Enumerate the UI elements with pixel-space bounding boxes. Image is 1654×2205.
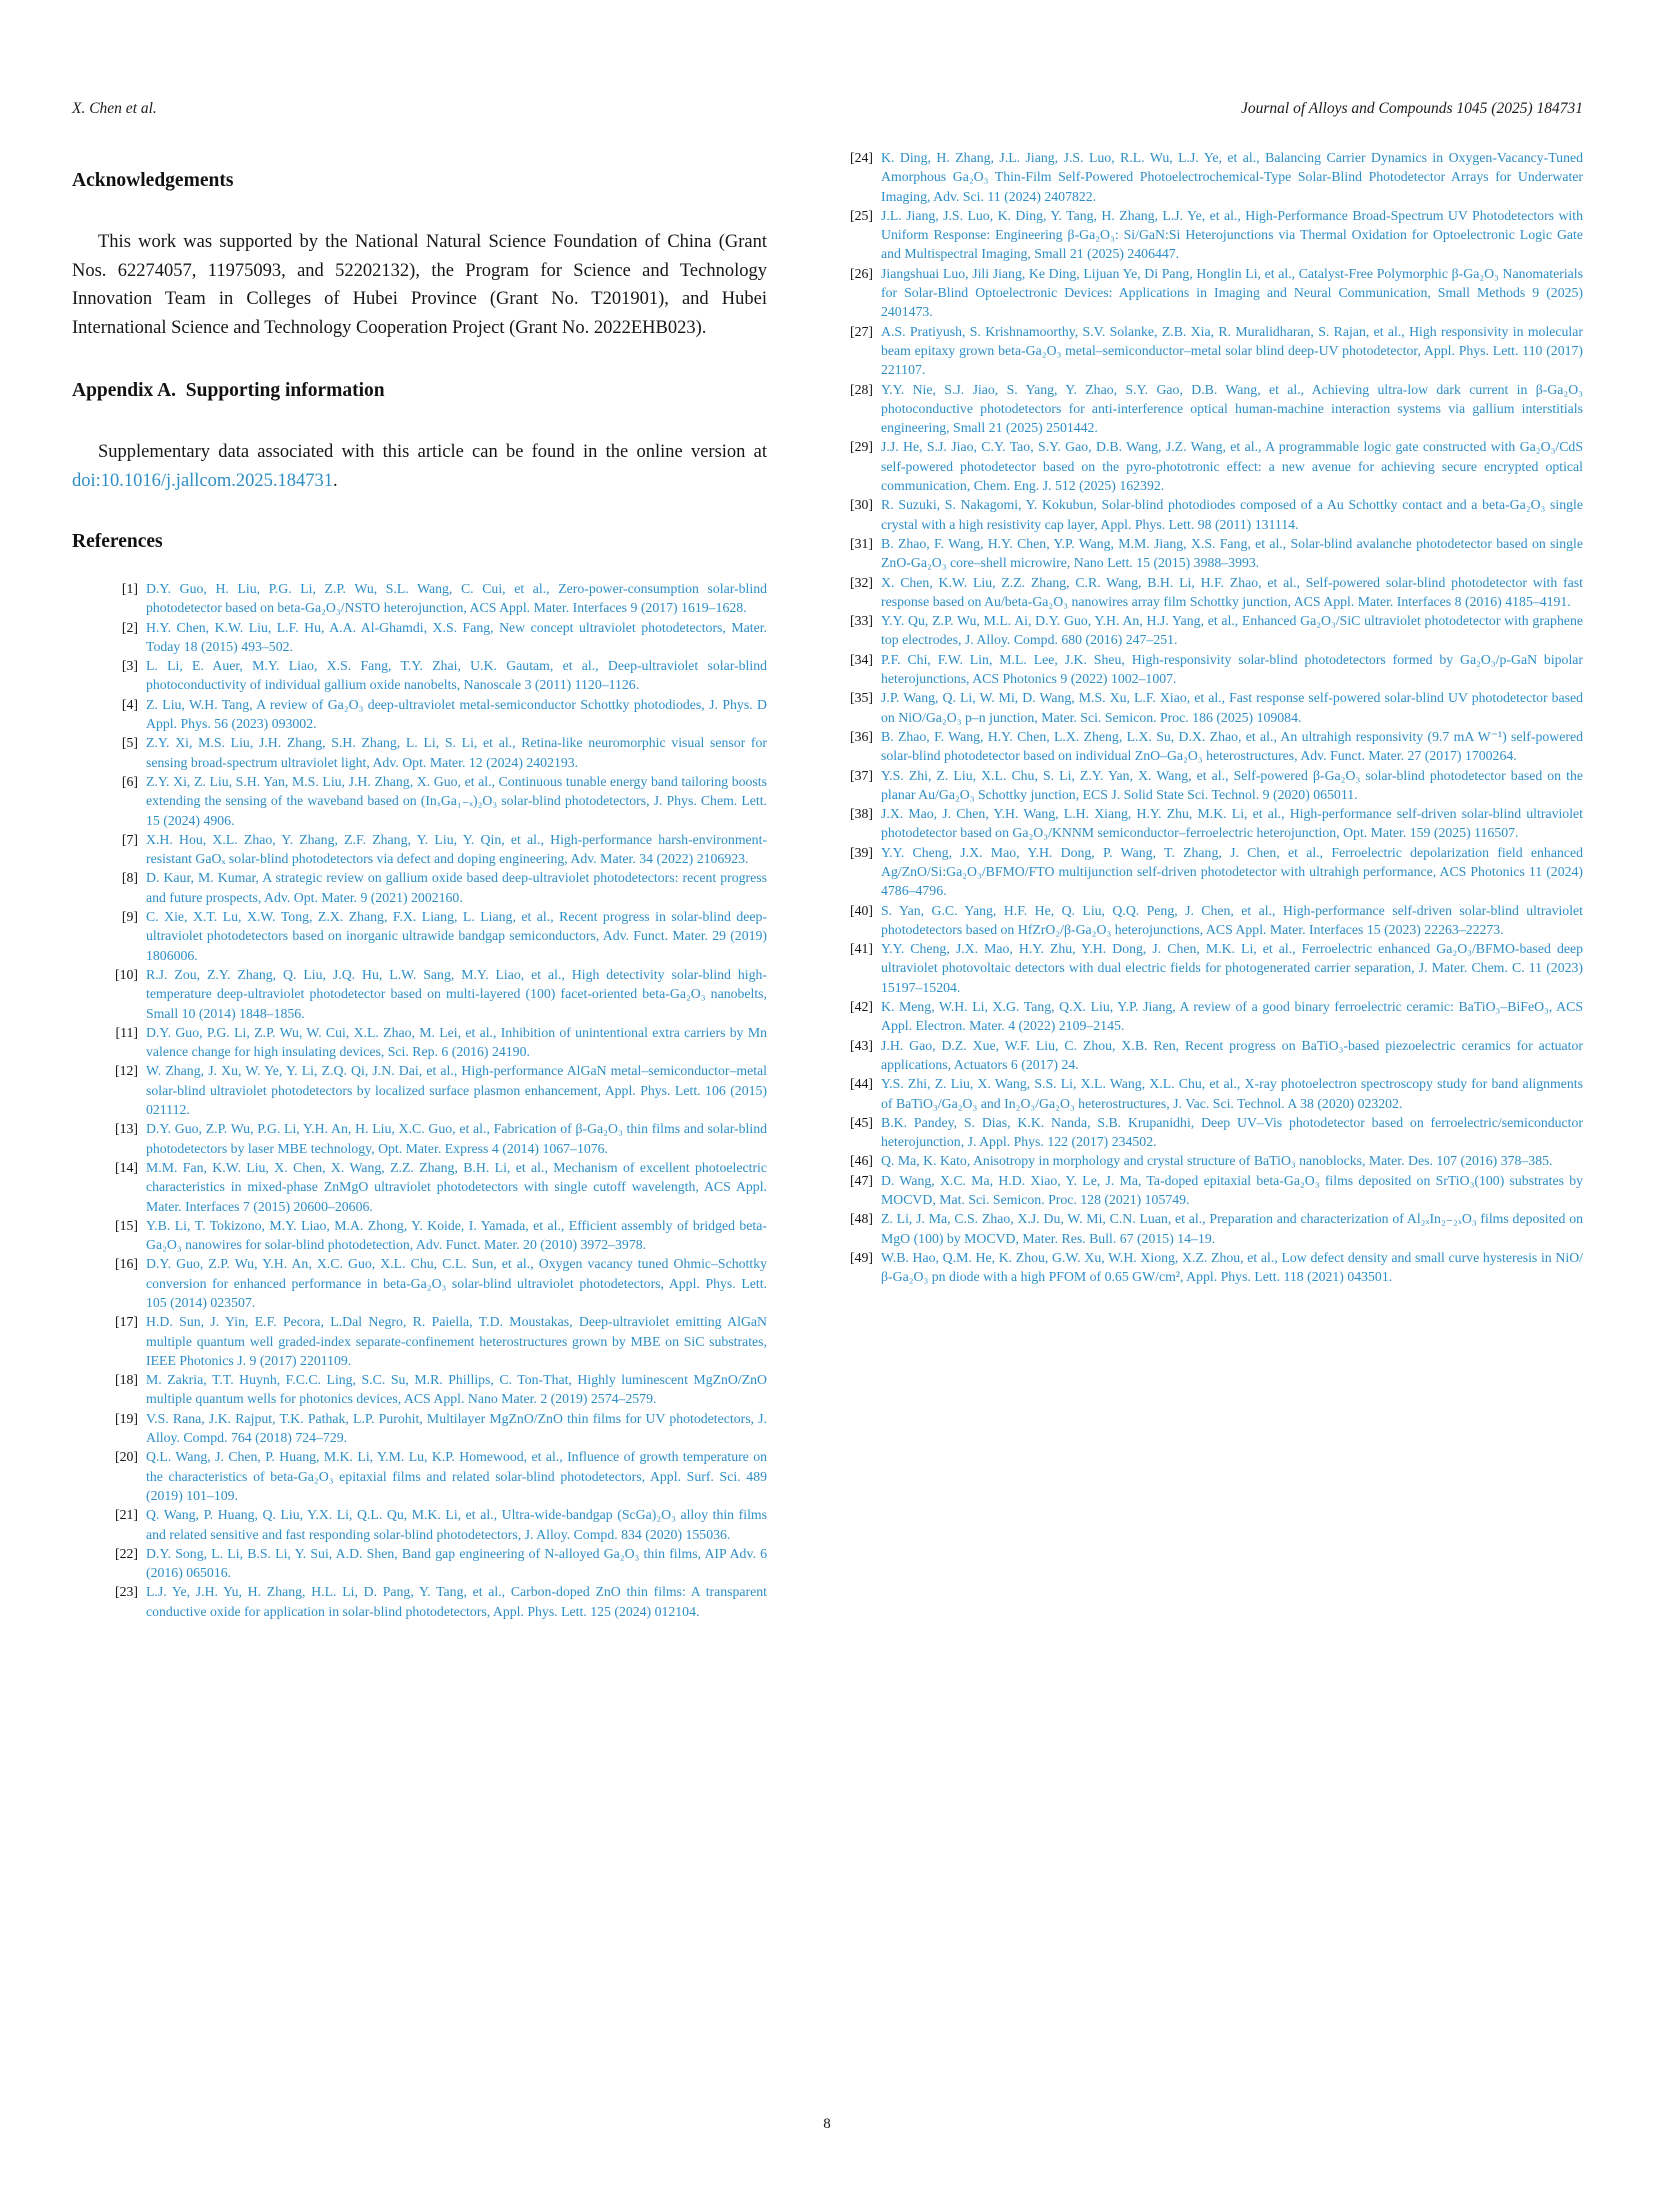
- reference-item: [104, 1254, 767, 1312]
- reference-item: [839, 901, 1583, 940]
- reference-number: [23]: [115, 1584, 138, 1600]
- reference-item: [839, 1074, 1583, 1113]
- reference-text-link[interactable]: W.B. Hao, Q.M. He, K. Zhou, G.W. Xu, W.H. Xiong, X.Z. Zhou, et al., Low defect density and small curve hysteresis in NiO/β-Ga₂O₃ pn diode with a high PFOM of 0.65 GW/cm², Appl. Phys. Lett. 118 (2021) 043501.: [881, 1249, 1583, 1285]
- reference-text-link[interactable]: X.H. Hou, X.L. Zhao, Y. Zhang, Z.F. Zhang, Y. Liu, Y. Qin, et al., High-performance harsh-environment-resistant GaOₓ solar-blind photodetectors via defect and doping engineering, Adv. Mater. 34 (2022) 2106923.: [146, 831, 767, 867]
- header-authors: X. Chen et al.: [72, 100, 157, 117]
- reference-item: [104, 1023, 767, 1062]
- reference-text-link[interactable]: W. Zhang, J. Xu, W. Ye, Y. Li, Z.Q. Qi, J.N. Dai, et al., High-performance AlGaN metal–semiconductor–metal solar-blind ultraviolet photodetectors by localized surface plasmon enhancement, Appl. Phys. Lett. 106 (2015) 021112.: [146, 1063, 767, 1118]
- appendix-paragraph: [72, 438, 767, 495]
- reference-item: [104, 772, 767, 830]
- reference-item: [104, 1119, 767, 1158]
- reference-number: [45]: [850, 1114, 873, 1130]
- reference-text-link[interactable]: Q.L. Wang, J. Chen, P. Huang, M.K. Li, Y.M. Lu, K.P. Homewood, et al., Influence of growth temperature on the characteristics of beta-Ga₂O₃ epitaxial films and related solar-blind photodetectors, Appl. Surf. Sci. 489 (2019) 101–109.: [146, 1449, 767, 1503]
- reference-number: [16]: [115, 1256, 138, 1272]
- reference-item: [839, 206, 1583, 264]
- reference-text-link[interactable]: Y.Y. Cheng, J.X. Mao, Y.H. Dong, P. Wang, T. Zhang, J. Chen, et al., Ferroelectric depolarization field enhanced Ag/ZnO/Si:Ga₂O₃/BFMO/FTO multijunction self-driven photodetector with ultrahigh performance, ACS Photonics 11 (2024) 4786–4796.: [881, 844, 1583, 899]
- reference-text-link[interactable]: D.Y. Guo, P.G. Li, Z.P. Wu, W. Cui, X.L. Zhao, M. Lei, et al., Inhibition of unintentional extra carriers by Mn valence change for high insulating devices, Sci. Rep. 6 (2016) 24190.: [146, 1024, 767, 1060]
- reference-item: [839, 1248, 1583, 1287]
- reference-text-link[interactable]: J.L. Jiang, J.S. Luo, K. Ding, Y. Tang, H. Zhang, L.J. Ye, et al., High-Performance Broad-Spectrum UV Photodetectors with Uniform Response: Engineering β-Ga₂O₃: Si/GaN:Si Heterojunctions via Thermal Oxidation for Optoelectronic Logic Gate and Multispectral Imaging, Small 21 (2025) 2406447.: [881, 207, 1583, 262]
- header-journal-citation: Journal of Alloys and Compounds 1045 (2025) 184731: [1241, 100, 1583, 117]
- reference-item: [104, 868, 767, 907]
- reference-number: [36]: [850, 728, 873, 744]
- reference-item: [104, 1447, 767, 1505]
- reference-text-link[interactable]: J.P. Wang, Q. Li, W. Mi, D. Wang, M.S. Xu, L.F. Xiao, et al., Fast response self-powered solar-blind UV photodetector based on NiO/Ga₂O₃ p–n junction, Mater. Sci. Semicon. Proc. 186 (2025) 109084.: [881, 690, 1583, 725]
- reference-text-link[interactable]: P.F. Chi, F.W. Lin, M.L. Lee, J.K. Sheu, High-responsivity solar-blind photodetectors formed by Ga₂O₃/p-GaN bipolar heterojunctions, ACS Photonics 9 (2022) 1002–1007.: [881, 651, 1583, 687]
- reference-text-link[interactable]: D.Y. Guo, Z.P. Wu, Y.H. An, X.C. Guo, X.L. Chu, C.L. Sun, et al., Oxygen vacancy tuned Ohmic–Schottky conversion for enhanced performance in beta-Ga₂O₃ solar-blind ultraviolet photodetectors, Appl. Phys. Lett. 105 (2014) 023507.: [146, 1256, 767, 1310]
- acknowledgements-paragraph: This work was supported by the National Natural Science Foundation of China (Grant Nos. 62274057, 11975093, and 52202132), the Program for Science and Technology Innovation Team in Colleges of Hubei Province (Grant No. T201901), and Hubei International Science and Technology Cooperation Project (Grant No. 2022EHB023).: [72, 232, 767, 338]
- reference-text-link[interactable]: M.M. Fan, K.W. Liu, X. Chen, X. Wang, Z.Z. Zhang, B.H. Li, et al., Mechanism of excellent photoelectric characteristics in mixed-phase ZnMgO ultraviolet photodetectors with single cutoff wavelength, ACS Appl. Mater. Interfaces 7 (2015) 20600–20606.: [146, 1159, 767, 1214]
- reference-text-link[interactable]: H.D. Sun, J. Yin, E.F. Pecora, L.Dal Negro, R. Paiella, T.D. Moustakas, Deep-ultraviolet emitting AlGaN multiple quantum well graded-index separate-confinement heterostructures grown by MBE on SiC substrates, IEEE Photonics J. 9 (2017) 2201109.: [146, 1314, 767, 1368]
- reference-text-link[interactable]: C. Xie, X.T. Lu, X.W. Tong, Z.X. Zhang, F.X. Liang, L. Liang, et al., Recent progress in solar-blind deep-ultraviolet photodetectors based on inorganic ultrawide bandgap semiconductors, Adv. Funct. Mater. 29 (2019) 1806006.: [146, 909, 767, 963]
- reference-number: [7]: [121, 831, 138, 847]
- reference-number: [8]: [121, 870, 138, 886]
- reference-text-link[interactable]: D. Kaur, M. Kumar, A strategic review on gallium oxide based deep-ultraviolet photodetectors: recent progress and future prospects, Adv. Opt. Mater. 9 (2021) 2002160.: [146, 870, 767, 905]
- reference-text-link[interactable]: H.Y. Chen, K.W. Liu, L.F. Hu, A.A. Al-Ghamdi, X.S. Fang, New concept ultraviolet photodetectors, Mater. Today 18 (2015) 493–502.: [146, 619, 767, 654]
- reference-text-link[interactable]: S. Yan, G.C. Yang, H.F. He, Q. Liu, Q.Q. Peng, J. Chen, et al., High-performance self-driven solar-blind ultraviolet photodetectors based on HfZrO₂/β-Ga₂O₃ heterojunctions, ACS Appl. Mater. Interfaces 15 (2023) 22263–22273.: [881, 902, 1583, 937]
- reference-number: [18]: [115, 1372, 138, 1388]
- reference-item: [839, 380, 1583, 438]
- reference-text-link[interactable]: J.H. Gao, D.Z. Xue, W.F. Liu, C. Zhou, X.B. Ren, Recent progress on BaTiO₃-based piezoelectric ceramics for actuator applications, Actuators 6 (2017) 24.: [881, 1037, 1583, 1072]
- reference-text-link[interactable]: J.X. Mao, J. Chen, Y.H. Wang, L.H. Xiang, H.Y. Zhu, M.K. Li, et al., High-performance self-driven solar-blind ultraviolet photodetector based on Ga₂O₃/KNNM semiconductor–ferroelectric heterojunction, Opt. Mater. 159 (2025) 116507.: [881, 806, 1583, 841]
- reference-item: [839, 1113, 1583, 1152]
- reference-item: [839, 688, 1583, 727]
- reference-number: [30]: [850, 497, 873, 513]
- reference-text-link[interactable]: B.K. Pandey, S. Dias, K.K. Nanda, S.B. Krupanidhi, Deep UV–Vis photodetector based on ferroelectric/semiconductor heterojunction, J. Appl. Phys. 122 (2017) 234502.: [881, 1114, 1583, 1150]
- reference-number: [48]: [850, 1211, 873, 1227]
- reference-number: [44]: [850, 1076, 873, 1092]
- reference-number: [34]: [850, 651, 873, 667]
- reference-item: [104, 1409, 767, 1448]
- reference-list-right: [839, 148, 1583, 1287]
- reference-text-link[interactable]: D.Y. Guo, H. Liu, P.G. Li, Z.P. Wu, S.L. Wang, C. Cui, et al., Zero-power-consumption solar-blind photodetector based on beta-Ga₂O₃/NSTO heterojunction, ACS Appl. Mater. Interfaces 9 (2017) 1619–1628.: [146, 581, 767, 616]
- reference-number: [5]: [121, 735, 138, 751]
- reference-item: [839, 939, 1583, 997]
- reference-item: [104, 579, 767, 618]
- reference-number: [35]: [850, 690, 873, 706]
- reference-number: [38]: [850, 806, 873, 822]
- reference-item: [839, 322, 1583, 380]
- reference-number: [10]: [115, 966, 138, 982]
- reference-item: [839, 997, 1583, 1036]
- left-column: [72, 148, 767, 1621]
- reference-number: [11]: [115, 1024, 138, 1040]
- reference-number: [3]: [121, 658, 138, 674]
- reference-item: [839, 1036, 1583, 1075]
- reference-number: [27]: [850, 323, 873, 339]
- reference-item: [839, 148, 1583, 206]
- reference-item: [839, 766, 1583, 805]
- reference-text-link[interactable]: Y.Y. Nie, S.J. Jiao, S. Yang, Y. Zhao, S.Y. Gao, D.B. Wang, et al., Achieving ultra-low dark current in β-Ga₂O₃ photoconductive photodetectors for anti-interference optical human-machine interaction systems via gallium interstitials engineering, Small 21 (2025) 2501442.: [881, 381, 1583, 436]
- reference-text-link[interactable]: Q. Wang, P. Huang, Q. Liu, Y.X. Li, Q.L. Qu, M.K. Li, et al., Ultra-wide-bandgap (ScGa)₂O₃ alloy thin films and related sensitive and fast responding solar-blind photodetectors, J. Alloy. Compd. 834 (2020) 155036.: [146, 1507, 767, 1542]
- reference-number: [1]: [121, 581, 138, 596]
- reference-number: [28]: [850, 381, 873, 397]
- reference-text-link[interactable]: Y.B. Li, T. Tokizono, M.Y. Liao, M.A. Zhong, Y. Koide, I. Yamada, et al., Efficient assembly of bridged beta-Ga₂O₃ nanowires for solar-blind photodetection, Adv. Funct. Mater. 20 (2010) 3972–3978.: [146, 1217, 767, 1253]
- reference-text-link[interactable]: D. Wang, X.C. Ma, H.D. Xiao, Y. Le, J. Ma, Ta-doped epitaxial beta-Ga₂O₃ films deposited on SrTiO₃(100) substrates by MOCVD, Mat. Sci. Semicon. Proc. 128 (2021) 105749.: [881, 1172, 1583, 1208]
- page-number: 8: [823, 2116, 831, 2132]
- reference-number: [24]: [850, 150, 873, 165]
- reference-number: [40]: [850, 902, 873, 918]
- reference-item: [104, 965, 767, 1023]
- reference-number: [9]: [121, 909, 138, 925]
- reference-item: [104, 1544, 767, 1583]
- reference-text-link[interactable]: R. Suzuki, S. Nakagomi, Y. Kokubun, Solar-blind photodiodes composed of a Au Schottky contact and a beta-Ga₂O₃ single crystal with a high resistivity cap layer, Appl. Phys. Lett. 98 (2011) 131114.: [881, 497, 1583, 532]
- reference-text-link[interactable]: Y.S. Zhi, Z. Liu, X.L. Chu, S. Li, Z.Y. Yan, X. Wang, et al., Self-powered β-Ga₂O₃ solar-blind photodetector based on the planar Au/Ga₂O₃ Schottky junction, ECS J. Solid State Sci. Technol. 9 (2020) 065011.: [881, 767, 1583, 802]
- reference-number: [22]: [115, 1545, 138, 1561]
- reference-number: [49]: [850, 1249, 873, 1265]
- reference-text-link[interactable]: Z.Y. Xi, Z. Liu, S.H. Yan, M.S. Liu, J.H. Zhang, X. Guo, et al., Continuous tunable energy band tailoring boosts extending the sensing of the waveband based on (InₓGa₁₋ₓ)₂O₃ solar-blind photodetectors, J. Phys. Chem. Lett. 15 (2024) 4906.: [146, 773, 767, 828]
- reference-item: [839, 611, 1583, 650]
- reference-item: [839, 264, 1583, 322]
- reference-number: [32]: [850, 574, 873, 590]
- reference-text-link[interactable]: Q. Ma, K. Kato, Anisotropy in morphology and crystal structure of BaTiO₃ nanoblocks, Mater. Des. 107 (2016) 378–385.: [881, 1153, 1553, 1169]
- reference-item: [104, 695, 767, 734]
- reference-text-link[interactable]: X. Chen, K.W. Liu, Z.Z. Zhang, C.R. Wang, B.H. Li, H.F. Zhao, et al., Self-powered solar-blind photodetector with fast response based on Au/beta-Ga₂O₃ nanowires array film Schottky junction, ACS Appl. Mater. Interfaces 8 (2016) 4185–4191.: [881, 574, 1583, 609]
- reference-item: [104, 618, 767, 657]
- reference-number: [14]: [115, 1159, 138, 1175]
- reference-text-link[interactable]: Z. Liu, W.H. Tang, A review of Ga₂O₃ deep-ultraviolet metal-semiconductor Schottky photodiodes, J. Phys. D Appl. Phys. 56 (2023) 093002.: [146, 696, 767, 732]
- reference-number: [33]: [850, 613, 873, 629]
- reference-item: [104, 733, 767, 772]
- reference-number: [47]: [850, 1172, 873, 1188]
- reference-text-link[interactable]: J.J. He, S.J. Jiao, C.Y. Tao, S.Y. Gao, D.B. Wang, J.Z. Wang, et al., A programmable logic gate constructed with Ga₂O₃/CdS self-powered photodetector based on the pyro-phototronic effect: a new avenue for achieving secure encrypted optical communication, Chem. Eng. J. 512 (2025) 162392.: [881, 439, 1583, 494]
- reference-item: [104, 1216, 767, 1255]
- reference-item: [839, 437, 1583, 495]
- reference-item: [104, 830, 767, 869]
- reference-text-link[interactable]: R.J. Zou, Z.Y. Zhang, Q. Liu, J.Q. Hu, L.W. Sang, M.Y. Liao, et al., High detectivity solar-blind high-temperature deep-ultraviolet photodetector based on multi-layered (100) facet-oriented beta-Ga₂O₃ nanobelts, Small 10 (2014) 1848–1856.: [146, 966, 767, 1021]
- reference-item: [104, 1370, 767, 1409]
- reference-text-link[interactable]: Jiangshuai Luo, Jili Jiang, Ke Ding, Lijuan Ye, Di Pang, Honglin Li, et al., Catalyst-Free Polymorphic β-Ga₂O₃ Nanomaterials for Solar-Blind Optoelectronic Devices: Applications in Imaging and Neural Communication, Small Methods 9 (2025) 2401473.: [881, 265, 1583, 320]
- reference-item: [839, 1209, 1583, 1248]
- reference-number: [29]: [850, 439, 873, 455]
- reference-text-link[interactable]: K. Meng, W.H. Li, X.G. Tang, Q.X. Liu, Y.P. Jiang, A review of a good binary ferroelectric ceramic: BaTiO₃–BiFeO₃, ACS Appl. Electron. Mater. 4 (2022) 2109–2145.: [881, 999, 1583, 1034]
- reference-number: [4]: [121, 696, 138, 712]
- reference-item: [104, 907, 767, 965]
- reference-text-link[interactable]: D.Y. Song, L. Li, B.S. Li, Y. Sui, A.D. Shen, Band gap engineering of N-alloyed Ga₂O₃ thin films, AIP Adv. 6 (2016) 065016.: [146, 1545, 767, 1581]
- reference-number: [6]: [121, 773, 138, 789]
- reference-item: [104, 1505, 767, 1544]
- reference-item: [839, 1151, 1583, 1170]
- reference-list-right-wrap: [839, 148, 1583, 1287]
- reference-item: [104, 1061, 767, 1119]
- reference-text-link[interactable]: B. Zhao, F. Wang, H.Y. Chen, Y.P. Wang, M.M. Jiang, X.S. Fang, et al., Solar-blind avalanche photodetector based on single ZnO-Ga₂O₃ core–shell microwire, Nano Lett. 15 (2015) 3988–3993.: [881, 535, 1583, 571]
- reference-item: [104, 1582, 767, 1621]
- reference-text-link[interactable]: Y.Y. Cheng, J.X. Mao, H.Y. Zhu, Y.H. Dong, J. Chen, M.K. Li, et al., Ferroelectric enhanced Ga₂O₃/BFMO-based deep ultraviolet photovoltaic detectors with dual electric fields for photogenerated carrier separation, J. Mater. Chem. C. 11 (2023) 15197–15204.: [881, 941, 1583, 995]
- reference-number: [20]: [115, 1449, 138, 1465]
- reference-number: [2]: [121, 619, 138, 635]
- reference-text-link[interactable]: K. Ding, H. Zhang, J.L. Jiang, J.S. Luo, R.L. Wu, L.J. Ye, et al., Balancing Carrier Dynamics in Oxygen-Vacancy-Tuned Amorphous Ga₂O₃ Thin-Film Self-Powered Photoelectrochemical-Type Solar-Blind Photodetector Arrays for Underwater Imaging, Adv. Sci. 11 (2024) 2407822.: [881, 150, 1583, 204]
- appendix-heading: Appendix A. Supporting information: [72, 380, 385, 401]
- reference-number: [39]: [850, 844, 873, 860]
- doi-link[interactable]: doi:10.1016/j.jallcom.2025.184731: [72, 470, 334, 491]
- reference-number: [12]: [115, 1063, 138, 1079]
- reference-number: [46]: [850, 1153, 873, 1169]
- reference-text-link[interactable]: Z. Li, J. Ma, C.S. Zhao, X.J. Du, W. Mi, C.N. Luan, et al., Preparation and characterization of Al₂ₓIn₂₋₂ₓO₃ films deposited on MgO (100) by MOCVD, Mater. Res. Bull. 67 (2015) 14–19.: [881, 1211, 1583, 1246]
- reference-text-link[interactable]: M. Zakria, T.T. Huynh, F.C.C. Ling, S.C. Su, M.R. Phillips, C. Ton-That, Highly luminescent MgZnO/ZnO multiple quantum wells for photonics devices, ACS Appl. Nano Mater. 2 (2019) 2574–2579.: [146, 1372, 767, 1407]
- reference-text-link[interactable]: Y.S. Zhi, Z. Liu, X. Wang, S.S. Li, X.L. Wang, X.L. Chu, et al., X-ray photoelectron spectroscopy study for band alignments of BaTiO₃/Ga₂O₃ and In₂O₃/Ga₂O₃ heterostructures, J. Vac. Sci. Technol. A 38 (2020) 023202.: [881, 1076, 1583, 1111]
- reference-text-link[interactable]: L.J. Ye, J.H. Yu, H. Zhang, H.L. Li, D. Pang, Y. Tang, et al., Carbon-doped ZnO thin films: A transparent conductive oxide for application in solar-blind photodetectors, Appl. Phys. Lett. 125 (2024) 012104.: [146, 1584, 767, 1619]
- reference-number: [25]: [850, 207, 873, 223]
- running-header: [72, 100, 1583, 118]
- reference-item: [839, 650, 1583, 689]
- reference-item: [104, 656, 767, 695]
- reference-list-left: [104, 579, 767, 1621]
- reference-number: [43]: [850, 1037, 873, 1053]
- reference-number: [13]: [115, 1121, 138, 1137]
- reference-text-link[interactable]: B. Zhao, F. Wang, H.Y. Chen, L.X. Zheng, L.X. Su, D.X. Zhao, et al., An ultrahigh responsivity (9.7 mA W⁻¹) self-powered solar-blind photodetector based on individual ZnO–Ga₂O₃ heterostructures, Adv. Funct. Mater. 27 (2017) 1700264.: [881, 728, 1583, 764]
- reference-item: [839, 495, 1583, 534]
- reference-number: [19]: [115, 1410, 138, 1426]
- right-column: [807, 148, 1583, 1621]
- reference-item: [839, 727, 1583, 766]
- reference-list-left-wrap: [104, 579, 767, 1621]
- reference-item: [839, 804, 1583, 843]
- reference-item: [839, 1171, 1583, 1210]
- appendix-text-after-link: .: [333, 470, 338, 491]
- reference-text-link[interactable]: V.S. Rana, J.K. Rajput, T.K. Pathak, L.P. Purohit, Multilayer MgZnO/ZnO thin films for UV photodetectors, J. Alloy. Compd. 764 (2018) 724–729.: [146, 1410, 767, 1446]
- reference-number: [17]: [115, 1314, 138, 1330]
- reference-number: [41]: [850, 941, 873, 957]
- reference-number: [15]: [115, 1217, 138, 1233]
- two-column-body: [72, 148, 1583, 1621]
- reference-text-link[interactable]: D.Y. Guo, Z.P. Wu, P.G. Li, Y.H. An, H. Liu, X.C. Guo, et al., Fabrication of β-Ga₂O₃ thin films and solar-blind photodetectors by laser MBE technology, Opt. Mater. Express 4 (2014) 1067–1076.: [146, 1121, 767, 1156]
- reference-item: [839, 573, 1583, 612]
- acknowledgements-heading: Acknowledgements: [72, 170, 234, 191]
- reference-item: [104, 1312, 767, 1370]
- reference-number: [31]: [850, 535, 873, 551]
- reference-number: [37]: [850, 767, 873, 783]
- reference-number: [21]: [115, 1507, 138, 1523]
- references-heading: References: [72, 531, 163, 552]
- reference-text-link[interactable]: A.S. Pratiyush, S. Krishnamoorthy, S.V. Solanke, Z.B. Xia, R. Muralidharan, S. Rajan, et al., High responsivity in molecular beam epitaxy grown beta-Ga₂O₃ metal–semiconductor–metal solar blind deep-UV photodetector, Appl. Phys. Lett. 110 (2017) 221107.: [881, 323, 1583, 378]
- reference-text-link[interactable]: L. Li, E. Auer, M.Y. Liao, X.S. Fang, T.Y. Zhai, U.K. Gautam, et al., Deep-ultraviolet solar-blind photoconductivity of individual gallium oxide nanobelts, Nanoscale 3 (2011) 1120–1126.: [146, 658, 767, 693]
- appendix-text-before-link: Supplementary data associated with this article can be found in the online version at: [98, 442, 767, 462]
- reference-item: [839, 843, 1583, 901]
- reference-number: [42]: [850, 999, 873, 1015]
- reference-item: [104, 1158, 767, 1216]
- reference-text-link[interactable]: Z.Y. Xi, M.S. Liu, J.H. Zhang, S.H. Zhang, L. Li, S. Li, et al., Retina-like neuromorphic visual sensor for sensing broad-spectrum ultraviolet light, Adv. Opt. Mater. 12 (2024) 2402193.: [146, 735, 767, 770]
- reference-item: [839, 534, 1583, 573]
- reference-number: [26]: [850, 265, 873, 281]
- reference-text-link[interactable]: Y.Y. Qu, Z.P. Wu, M.L. Ai, D.Y. Guo, Y.H. An, H.J. Yang, et al., Enhanced Ga₂O₃/SiC ultraviolet photodetector with graphene top electrodes, J. Alloy. Compd. 680 (2016) 247–251.: [881, 613, 1583, 648]
